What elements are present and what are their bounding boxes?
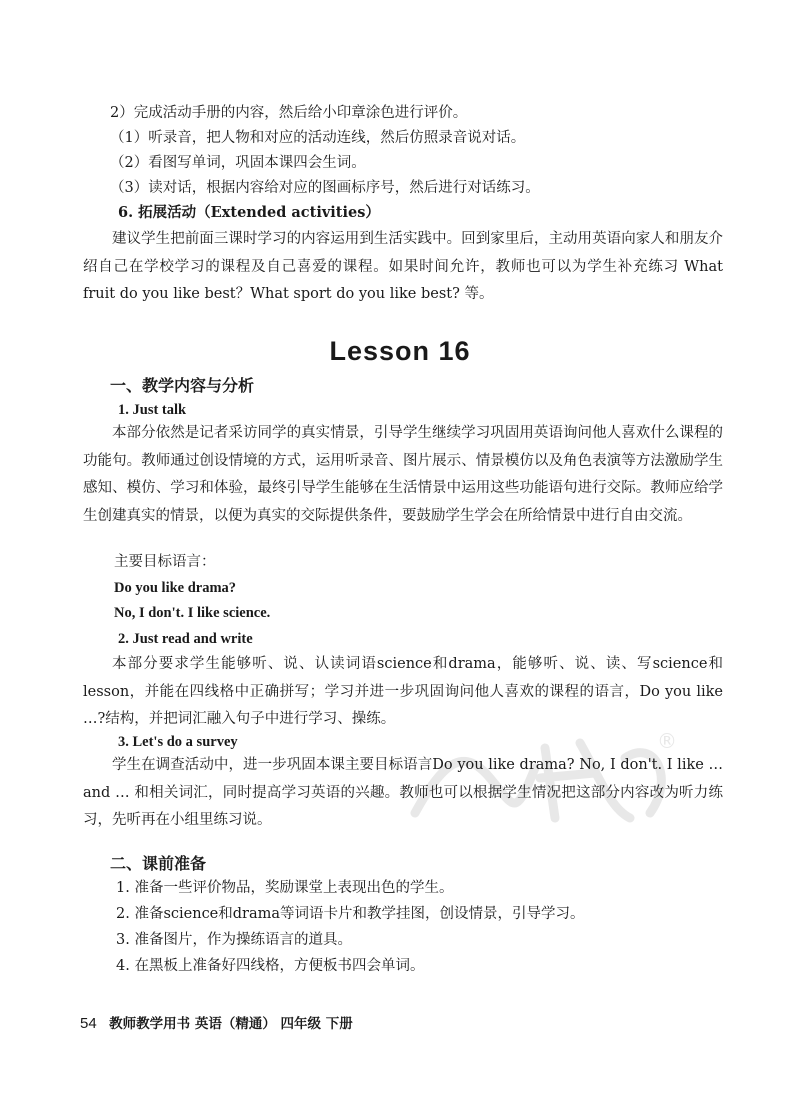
- target-line-2: No, I don't. I like science.: [114, 605, 271, 621]
- survey-paragraph: 学生在调查活动中，进一步巩固本课主要目标语言Do you like drama? No, I don't. I like … and … 和相关词汇，同时提高学习英语的兴趣。教师也可以根据学生情况把这部分内容改为听力练习，先听再在小组里练习说。: [83, 757, 723, 828]
- prep-item: 2. 准备science和drama等词语卡片和教学挂图，创设情景，引导学习。: [116, 906, 585, 922]
- read-write-paragraph: 本部分要求学生能够听、说、认读词语science和drama，能够听、说、读、写science和lesson，并能在四线格中正确拼写；学习并进一步巩固询问他人喜欢的课程的语言，Do you like …?结构，并把词汇融入句子中进行学习、操练。: [83, 656, 723, 727]
- prep-item: 1. 准备一些评价物品，奖励课堂上表现出色的学生。: [116, 880, 454, 896]
- prep-item: 3. 准备图片，作为操练语言的道具。: [116, 932, 352, 948]
- read-write-heading: 2. Just read and write: [118, 631, 253, 647]
- section-heading-preparation: 二、课前准备: [110, 854, 207, 873]
- activity-step-1: （1）听录音，把人物和对应的活动连线，然后仿照录音说对话。: [110, 130, 526, 146]
- lesson-title: Lesson 16: [329, 336, 471, 366]
- registered-mark: ®: [657, 729, 677, 753]
- book-title: 教师教学用书 英语（精通） 四年级 下册: [109, 1016, 353, 1032]
- page-number: 54: [80, 1015, 97, 1032]
- section-heading-content-analysis: 一、教学内容与分析: [110, 376, 255, 395]
- activity-step-3: （3）读对话，根据内容给对应的图画标序号，然后进行对话练习。: [110, 180, 540, 196]
- survey-heading: 3. Let's do a survey: [118, 734, 238, 750]
- just-talk-heading: 1. Just talk: [118, 402, 187, 418]
- extended-activities-paragraph: 建议学生把前面三课时学习的内容运用到生活实践中。回到家里后，主动用英语向家人和朋友介绍自己在学校学习的课程及自己喜爱的课程。如果时间允许，教师也可以为学生补充练习 What fruit do you like best？What sport do you like best? 等。: [83, 231, 723, 302]
- activity-step-2: （2）看图写单词，巩固本课四会生词。: [110, 155, 366, 171]
- extended-activities-heading: 6. 拓展活动（Extended activities）: [118, 204, 380, 221]
- activity-book-step: 2）完成活动手册的内容，然后给小印章涂色进行评价。: [110, 105, 468, 121]
- just-talk-paragraph: 本部分依然是记者采访同学的真实情景，引导学生继续学习巩固用英语询问他人喜欢什么课程的功能句。教师通过创设情境的方式，运用听录音、图片展示、情景模仿以及角色表演等方法激励学生感知、模仿、学习和体验，最终引导学生能够在生活情景中运用这些功能语句进行交际。教师应给学生创建真实的情景，以便为真实的交际提供条件，要鼓励学生学会在所给情景中进行自由交流。: [83, 425, 723, 524]
- page-footer: [80, 1012, 353, 1032]
- target-language-label: 主要目标语言：: [114, 554, 216, 570]
- target-line-1: Do you like drama?: [114, 580, 237, 596]
- prep-item: 4. 在黑板上准备好四线格，方便板书四会单词。: [116, 958, 425, 974]
